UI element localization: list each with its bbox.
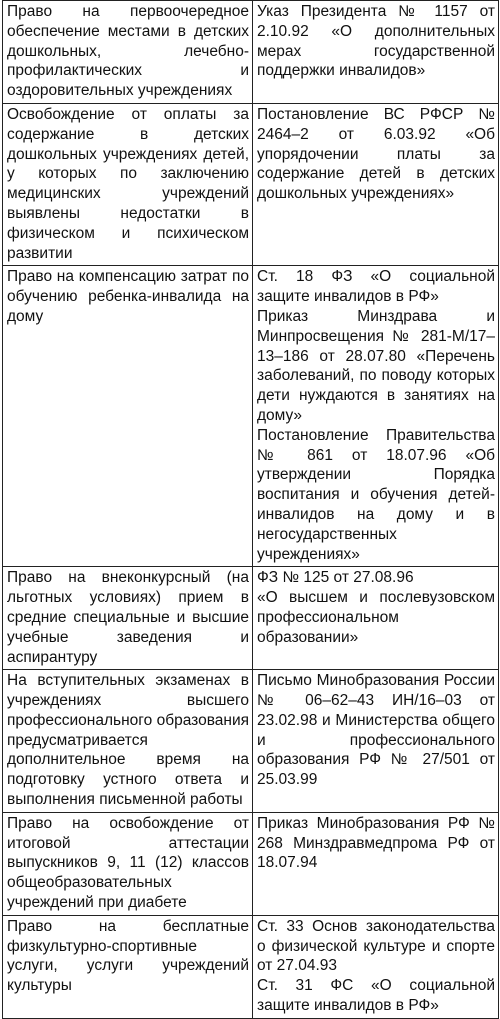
- right-text: Право на компенсацию затрат по обучению ребенка-инвалида на дому: [7, 268, 249, 325]
- table-row: [3, 567, 499, 670]
- right-cell: [3, 670, 253, 813]
- legal-basis-cell: [253, 103, 499, 265]
- right-text: На вступительных экзаменах в учреждениях высшего профессионального образования предусматривается дополнительное время на подготовку устного ответа и выполнения письменной работы: [7, 672, 249, 809]
- table-row: [3, 915, 499, 1018]
- benefits-table: [2, 0, 499, 1019]
- right-cell: [3, 915, 253, 1018]
- legal-basis-cell: [253, 670, 499, 813]
- legal-basis-text: ФЗ № 125 от 27.08.96: [257, 569, 414, 587]
- right-cell: [3, 1, 253, 104]
- table-row: [3, 266, 499, 567]
- table-row: [3, 670, 499, 813]
- legal-basis-text: Ст. 33 Основ законодательства о физической культуре и спорте от 27.04.93: [257, 917, 495, 975]
- legal-basis-cell: [253, 1, 499, 104]
- legal-basis-text: Письмо Минобразования России № 06–62–43 ИН/16–03 от 23.02.98 и Министерства общего и профессионального образования РФ № 27/501 от 25.03.99: [257, 672, 495, 789]
- table-row: [3, 103, 499, 265]
- right-cell: [3, 812, 253, 915]
- right-text: Право на первоочередное обеспечение местами в детских дошкольных, лечебно-профилактических и оздоровительных учреждениях: [7, 3, 249, 100]
- table-row: [3, 1, 499, 104]
- right-cell: [3, 266, 253, 567]
- table-row: [3, 812, 499, 915]
- legal-basis-text: Приказ Минобразования РФ № 268 Минздравмедпрома РФ от 18.07.94: [257, 814, 495, 872]
- legal-basis-text: «О высшем и послевузовском профессиональном образовании»: [257, 589, 495, 646]
- legal-basis-cell: [253, 812, 499, 915]
- right-text: Право на освобождение от итоговой аттестации выпускников 9, 11 (12) классов общеобразовательных учреждений при диабете: [7, 814, 249, 912]
- legal-basis-text: Указ Президента № 1157 от 2.10.92 «О дополнительных мерах государственной поддержки инвалидов»: [257, 3, 495, 80]
- legal-basis-text: Ст. 31 ФС «О социальной защите инвалидов в РФ»: [257, 977, 495, 1015]
- right-cell: [3, 103, 253, 265]
- legal-basis-text: Приказ Минздрава и Минпросвещения № 281-М/17–13–186 от 28.07.80 «Перечень заболеваний, по поводу которых дети нуждаются в занятиях на дому»: [257, 307, 495, 424]
- legal-basis-text: Ст. 18 ФЗ «О социальной защите инвалидов в РФ»: [257, 268, 495, 306]
- legal-basis-text: Постановление ВС РФСР № 2464–2 от 6.03.92 «Об упорядочении платы за содержание детей в детских дошкольных учреждениях»: [257, 105, 495, 203]
- right-text: Право на внеконкурсный (на льготных условиях) прием в средние специальные и высшие учебные заведения и аспирантуру: [7, 569, 249, 666]
- legal-basis-text: Постановление Правительства № 861 от 18.07.96 «Об утверждении Порядка воспитания и обучения детей-инвалидов на дому и в негосударственных учреждениях»: [257, 426, 495, 563]
- legal-basis-cell: [253, 266, 499, 567]
- legal-basis-cell: [253, 567, 499, 670]
- legal-basis-cell: [253, 915, 499, 1018]
- right-cell: [3, 567, 253, 670]
- right-text: Право на бесплатные физкультурно-спортивные услуги, услуги учреждений культуры: [7, 917, 249, 995]
- right-text: Освобождение от оплаты за содержание в детских дошкольных учреждениях детей, у которых по заключению медицинских учреждений выявлены недостатки в физическом и психическом развитии: [7, 105, 249, 262]
